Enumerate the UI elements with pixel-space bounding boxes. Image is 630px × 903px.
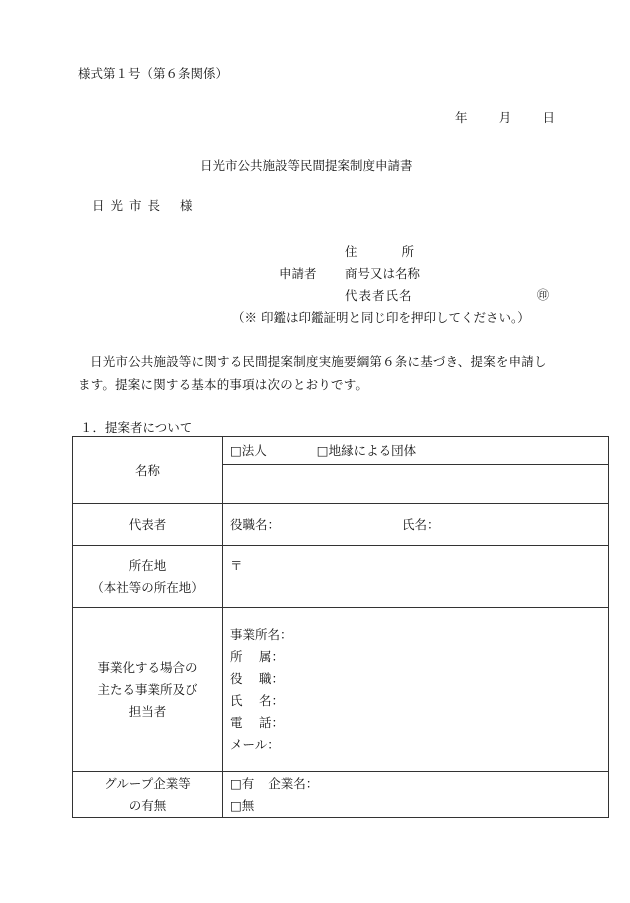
group-no-checkbox[interactable]: □無: [230, 797, 255, 813]
address-label-b: 所: [401, 244, 415, 259]
representative-label: 代表者: [73, 504, 223, 546]
postal-mark: 〒: [230, 558, 243, 573]
contact-name-field: 氏 名：: [230, 692, 284, 708]
company-label: 商号又は名称: [345, 266, 421, 281]
group-label-line1: グループ企業等: [104, 775, 191, 791]
position-title-field: 役職名：: [230, 517, 281, 532]
representative-name-label: 代表者氏名: [345, 288, 413, 303]
location-label: [73, 546, 223, 608]
document-title: 日光市公共施設等民間提案制度申請書: [200, 158, 413, 173]
group-label: [73, 772, 223, 818]
addressee-honorific: 様: [180, 198, 199, 213]
table-row: [73, 772, 609, 818]
job-title-field: 役 職：: [230, 670, 284, 686]
address-label-a: 住: [345, 244, 358, 259]
department-field: 所 属：: [230, 648, 284, 664]
office-name-field: 事業所名：: [230, 626, 293, 642]
table-row: [73, 437, 609, 465]
table-row: [73, 608, 609, 772]
addressee: [92, 198, 199, 213]
seal-note: （※ 印鑑は印鑑証明と同じ印を押印してください。）: [232, 310, 530, 325]
applicant-label: 申請者: [279, 266, 317, 281]
contact-cell[interactable]: [223, 608, 609, 772]
contact-label-line1: 事業化する場合の: [97, 659, 198, 675]
name-input-cell[interactable]: [223, 465, 609, 504]
date-month: 月: [498, 110, 512, 125]
group-yes-line: [230, 773, 608, 795]
date-line: [455, 110, 555, 125]
group-label-line2: の有無: [128, 797, 167, 813]
contact-label-line3: 担当者: [128, 703, 167, 719]
group-yes-checkbox[interactable]: □有: [230, 775, 255, 791]
community-group-checkbox[interactable]: □地縁による団体: [316, 443, 417, 458]
representative-cell[interactable]: [223, 504, 609, 546]
group-company-field: 企業名：: [268, 775, 319, 791]
seal-mark: ㊞: [537, 288, 550, 302]
body-text: 日光市公共施設等に関する民間提案制度実施要綱第６条に基づき、提案を申請します。提案に関する基本的事項は次のとおりです。: [78, 354, 547, 392]
contact-label: [73, 608, 223, 772]
person-name-field: 氏名：: [402, 517, 440, 532]
addressee-name: 日光市長: [92, 198, 167, 213]
location-label-line1: 所在地: [128, 557, 167, 573]
form-number: 様式第１号（第６条関係）: [78, 66, 229, 81]
entity-type-cell: [223, 437, 609, 465]
group-no-line: [230, 795, 608, 817]
phone-field: 電 話：: [230, 714, 284, 730]
contact-label-line2: 主たる事業所及び: [97, 681, 198, 697]
group-cell: [223, 772, 609, 818]
table-row: [73, 504, 609, 546]
date-year: 年: [455, 110, 468, 125]
address-label: [345, 244, 414, 259]
table-row: [73, 546, 609, 608]
location-label-line2: （本社等の所在地）: [91, 579, 204, 595]
corporation-checkbox[interactable]: □法人: [230, 443, 267, 458]
location-cell[interactable]: [223, 546, 609, 608]
date-day: 日: [542, 110, 555, 125]
section-heading: １．提案者について: [80, 420, 193, 435]
name-label: 名称: [73, 437, 223, 504]
email-field: メール：: [230, 736, 280, 752]
proposer-table: [72, 436, 609, 818]
